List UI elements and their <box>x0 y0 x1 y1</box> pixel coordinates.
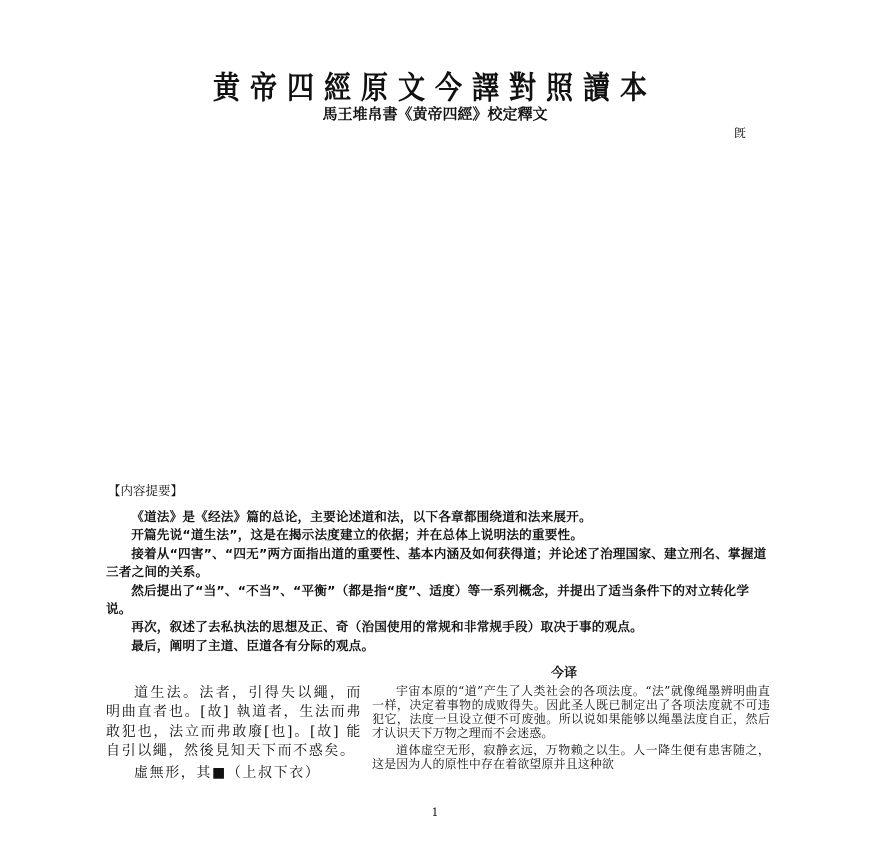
summary-paragraph: 然后提出了“当”、“不当”、“平衡”（都是指“度”、适度）等一系列概念，并提出了适当条件下的对立转化学说。 <box>106 582 750 617</box>
translation-paragraph: 宇宙本原的“道”产生了人类社会的各项法度。“法”就像绳墨辨明曲直一样，决定着事物的成败得失。因此圣人既已制定出了各项法度就不可违犯它，法度一旦设立便不可废弛。所以说如果能够以绳墨法度自正，然后才认识天下万物之理而不会迷惑。 <box>372 684 770 740</box>
original-text-column <box>106 684 362 786</box>
seal-script-title: 黄帝四經原文今譯對照讀本 <box>213 71 657 107</box>
summary-section <box>106 508 770 655</box>
summary-paragraph: 再次，叙述了去私执法的思想及正、奇（治国使用的常规和非常规手段）取决于事的观点。 <box>131 619 643 635</box>
corner-character: 旣 <box>734 126 747 140</box>
summary-paragraph: 最后，阐明了主道、臣道各有分际的观点。 <box>131 637 375 653</box>
summary-paragraph: 《道法》是《经法》篇的总论，主要论述道和法，以下各章都围绕道和法来展开。 <box>131 509 592 524</box>
page-number: 1 <box>431 806 439 819</box>
summary-paragraph: 开篇先说“道生法”，这是在揭示法度建立的依据；并在总体上说明法的重要性。 <box>131 527 584 543</box>
original-paragraph: 虛無形，其■（上叔下衣） <box>134 765 321 782</box>
original-paragraph: 道生法。法者，引得失以繩，而明曲直者也。[故] 執道者，生法而弗敢犯也，法立而弗敢廢[也]。[故] 能自引以繩，然後見知天下而不惑矣。 <box>106 685 362 759</box>
translation-paragraph: 道体虚空无形，寂静玄远，万物赖之以生。人一降生便有患害随之，这是因为人的原性中存在着欲望原并且这种欲 <box>372 743 770 771</box>
summary-paragraph: 接着从“四害”、“四无”两方面指出道的重要性、基本内涵及如何获得道；并论述了治理国家、建立刑名、掌握道三者之间的关系。 <box>106 545 767 580</box>
summary-heading: 【内容提要】 <box>108 483 184 498</box>
document-subtitle: 馬王堆帛書《黄帝四經》校定釋文 <box>322 105 548 123</box>
translation-heading: 今译 <box>551 666 578 681</box>
translation-text-column <box>372 684 770 774</box>
